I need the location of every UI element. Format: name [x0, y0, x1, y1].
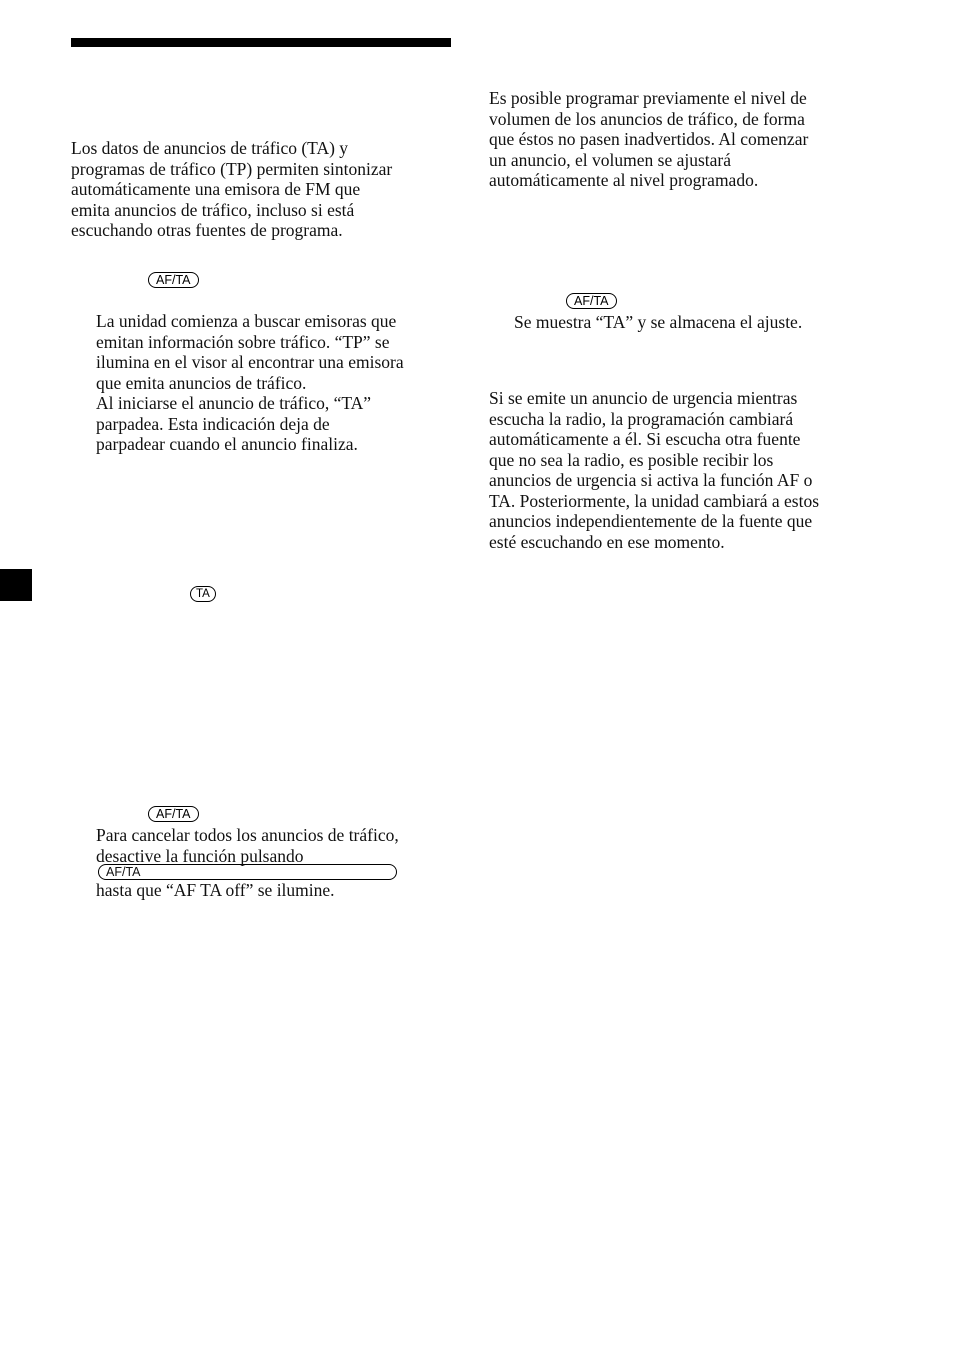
search-step-paragraph: La unidad comienza a buscar emisoras que emitan información sobre tráfico. “TP” se ilumina en el visor al encontrar una emisora que emita anuncios de tráfico. Al iniciarse el anuncio de tráfico, “TA” parpadea. Esta indicación deja de parpadear cuando el anuncio finaliza. [96, 311, 404, 454]
af-ta-inline-button-icon: AF/TA [98, 864, 397, 880]
af-ta-button-icon: AF/TA [148, 272, 199, 288]
volume-paragraph: Es posible programar previamente el nivel de volumen de los anuncios de tráfico, de forma que éstos no pasen inadvertidos. Al comenzar un anuncio, el volumen se ajustará automáticamente al nivel programado. [489, 88, 809, 190]
header-rule [71, 38, 451, 47]
emergency-paragraph: Si se emite un anuncio de urgencia mientras escucha la radio, la programación cambiará automáticamente a él. Si escucha otra fuente que no sea la radio, es posible recibir los anuncios de urgencia si activa la función AF o TA. Posteriormente, la unidad cambiará a estos anuncios independientemente de la fuente que esté escuchando en ese momento. [489, 388, 820, 552]
intro-paragraph: Los datos de anuncios de tráfico (TA) y programas de tráfico (TP) permiten sintonizar automáticamente una emisora de FM que emita anuncios de tráfico, incluso si está escuchando otras fuentes de programa. [71, 138, 393, 240]
af-ta-button-icon-2: AF/TA [148, 806, 199, 822]
cancel-line-with-key: desactive la función pulsando AF/TA [96, 846, 399, 881]
ta-button-icon: TA [190, 586, 216, 602]
stored-setting-line: Se muestra “TA” y se almacena el ajuste. [514, 312, 803, 332]
section-tab-marker [0, 569, 32, 601]
cancel-paragraph: Para cancelar todos los anuncios de tráfico, desactive la función pulsando AF/TA hasta que “AF TA off” se ilumine. [96, 825, 399, 900]
af-ta-button-icon-right: AF/TA [566, 293, 617, 309]
